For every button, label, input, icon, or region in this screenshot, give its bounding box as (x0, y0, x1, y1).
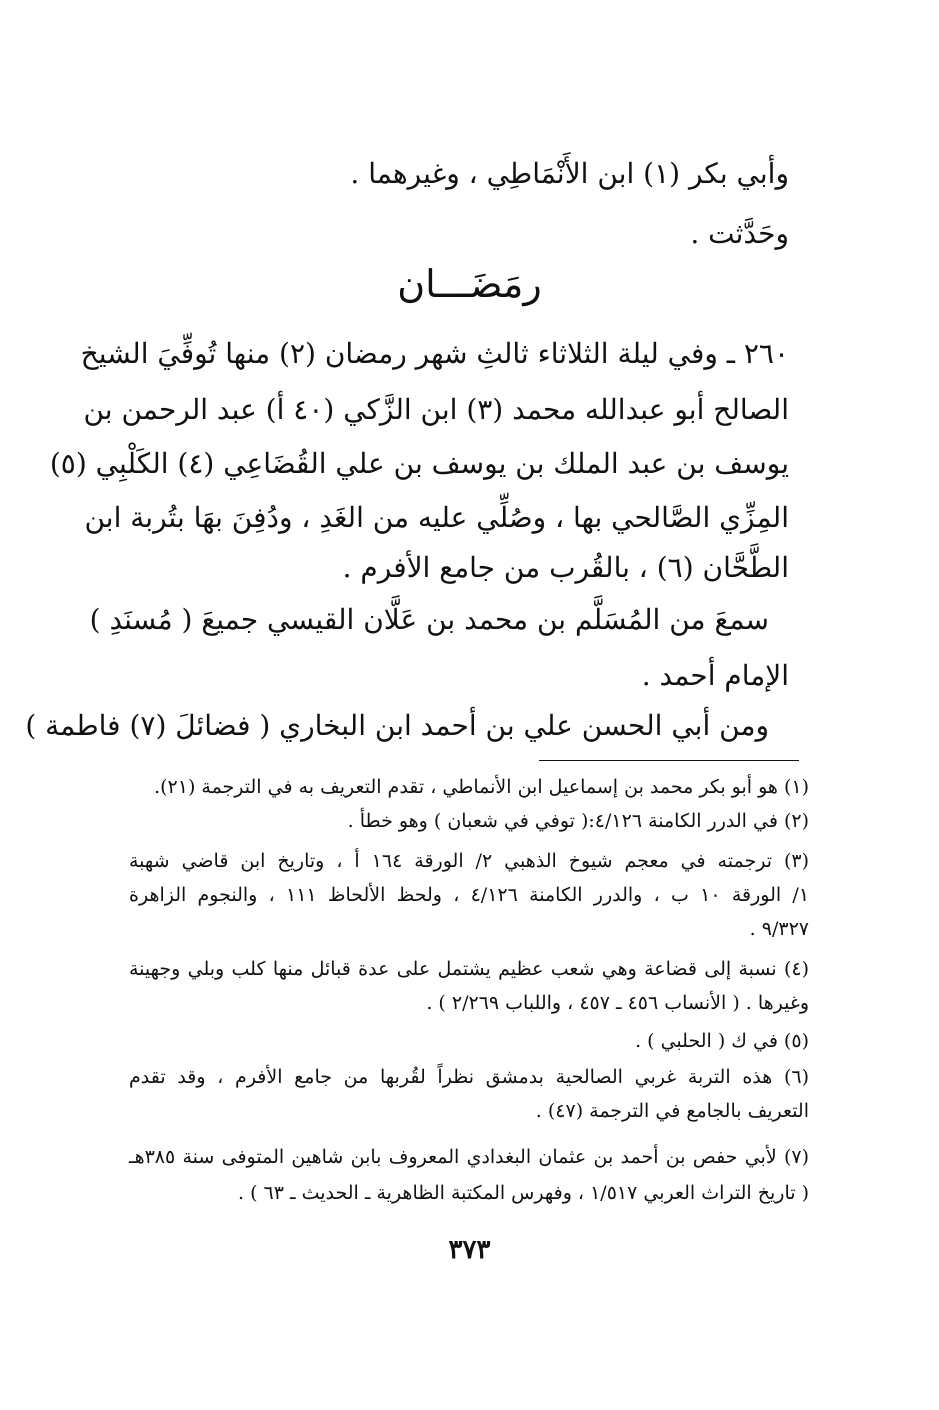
entry-line: المِزِّي الصَّالحي بها ، وصُلِّي عليه من الغَدِ ، ودُفِنَ بهَا بتُربة ابن (84, 501, 789, 534)
footnote-line: (٣) ترجمته في معجم شيوخ الذهبي ٢/ الورقة ١٦٤ أ ، وتاريخ ابن قاضي شهبة (129, 850, 809, 872)
entry-line: ٢٦٠ ـ وفي ليلة الثلاثاء ثالثِ شهر رمضان (٢) منها تُوفِّيَ الشيخ (80, 337, 789, 370)
page-number: ٣٧٣ (448, 1235, 491, 1265)
text-line: وأبي بكر (١) ابن الأَنْمَاطِي ، وغيرهما . (350, 157, 789, 190)
footnote-line: ٩/٣٢٧ . (749, 918, 809, 940)
entry-line: الطَّحَّان (٦) ، بالقُرب من جامع الأفرم . (342, 551, 789, 584)
footnote-line: ١/ الورقة ١٠ ب ، والدرر الكامنة ٤/١٢٦ ، ولحظ الألحاظ ١١١ ، والنجوم الزاهرة (129, 884, 810, 906)
text-line: وحَدَّثت . (690, 217, 789, 250)
entry-line: يوسف بن عبد الملك بن يوسف بن علي القُضَاعِي (٤) الكَلْبِي (٥) (49, 447, 789, 480)
entry-line: الإمام أحمد . (641, 659, 789, 692)
footnote-line: (٥) في ك ( الحلبي ) . (635, 1030, 809, 1052)
section-heading: رمَضَـــان (397, 262, 542, 306)
footnote-line: (٢) في الدرر الكامنة ٤/١٢٦:( توفي في شعبان ) وهو خطأ . (347, 810, 809, 832)
footnote-line: وغيرها . ( الأنساب ٤٥٦ ـ ٤٥٧ ، واللباب ٢/٢٦٩ ) . (426, 992, 809, 1014)
footnote-line: (١) هو أبو بكر محمد بن إسماعيل ابن الأنماطي ، تقدم التعريف به في الترجمة (٢١). (154, 776, 809, 798)
footnote-separator (539, 760, 799, 761)
entry-line: ومن أبي الحسن علي بن أحمد ابن البخاري ( فضائلَ (٧) فاطمة ) (25, 709, 769, 742)
footnote-line: ( تاريخ التراث العربي ١/٥١٧ ، وفهرس المكتبة الظاهرية ـ الحديث ـ ٦٣ ) . (237, 1182, 809, 1204)
footnote-line: التعريف بالجامع في الترجمة (٤٧) . (535, 1100, 809, 1122)
entry-line: الصالح أبو عبدالله محمد (٣) ابن الزَّكي (٤٠ أ) عبد الرحمن بن (83, 393, 789, 426)
footnote-line: (٧) لأبي حفص بن أحمد بن عثمان البغدادي المعروف بابن شاهين المتوفى سنة ٣٨٥هـ (129, 1146, 809, 1168)
footnote-line: (٦) هذه التربة غربي الصالحية بدمشق نظراً لقُربها من جامع الأفرم ، وقد تقدم (129, 1066, 809, 1088)
footnote-line: (٤) نسبة إلى قضاعة وهي شعب عظيم يشتمل على عدة قبائل منها كلب وبلي وجهينة (129, 958, 809, 980)
entry-line: سمعَ من المُسَلَّم بن محمد بن عَلَّان القيسي جميعَ ( مُسنَدِ ) (89, 603, 769, 636)
